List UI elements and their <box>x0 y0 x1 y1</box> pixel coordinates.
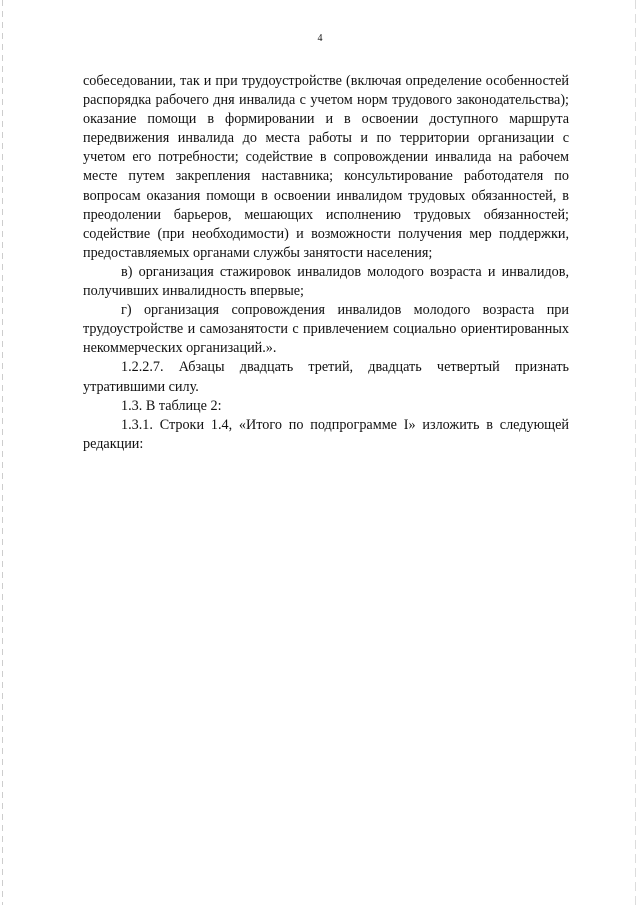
paragraph-1-3: 1.3. В таблице 2: <box>121 397 222 414</box>
body-text <box>83 72 569 454</box>
paragraph-1-2-2-7: 1.2.2.7. Абзацы двадцать третий, двадцать четвертый признать утратившими силу. <box>83 359 569 395</box>
scan-edge-right <box>635 0 636 905</box>
paragraph-item-v: в) организация стажировок инвалидов молодого возраста и инвалидов, получивших инвалидность впервые; <box>83 263 569 300</box>
paragraph-item-g: г) организация сопровождения инвалидов молодого возраста при трудоустройстве и самозанятости с привлечением социально ориентированных некоммерческих организаций.». <box>83 302 569 357</box>
paragraph-1-3-1: 1.3.1. Строки 1.4, «Итого по подпрограмме I» изложить в следующей редакции: <box>83 416 569 452</box>
scan-edge-left <box>2 0 3 905</box>
page-number: 4 <box>317 33 323 44</box>
paragraph-continuation: собеседовании, так и при трудоустройстве (включая определение особенностей распорядка рабочего дня инвалида с учетом норм трудового законодательства); оказание помощи в формировании и в освоении доступного маршрута передвижения инвалида до места работы и по территории организации с учетом его потребности; содействие в сопровождении инвалида на рабочем месте путем закрепления наставника; консультирование работодателя по вопросам оказания помощи в освоении инвалидом трудовых обязанностей, в преодолении барьеров, мешающих исполнению трудовых обязанностей; содействие (при необходимости) и возможности получения мер поддержки, предоставляемых органами службы занятости населения; <box>83 73 569 261</box>
